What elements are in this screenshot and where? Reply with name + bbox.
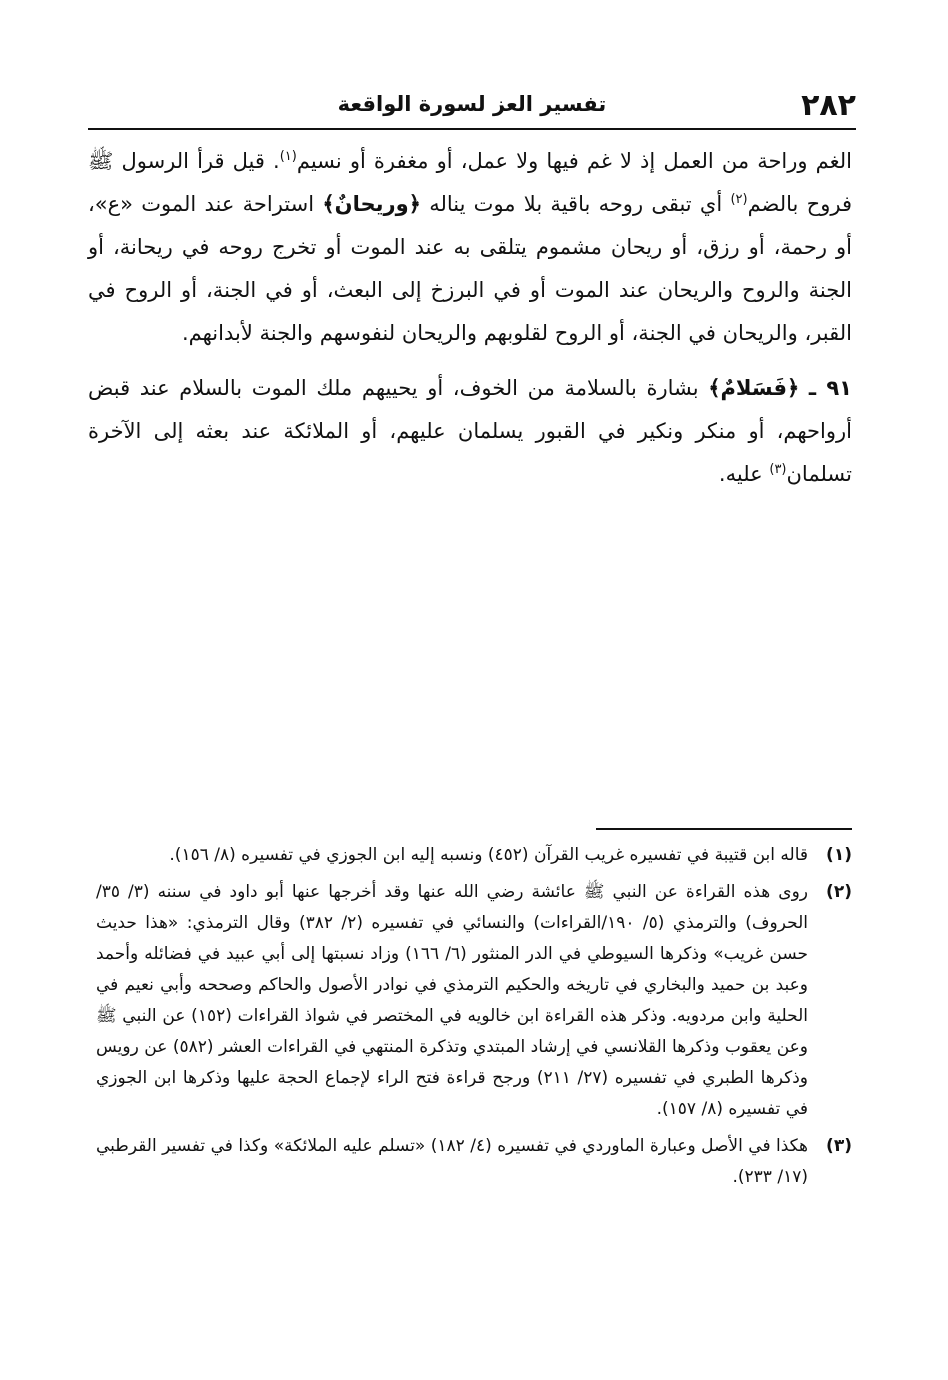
footnote-ref-3: (٣) — [769, 462, 787, 477]
footnote-rule — [596, 828, 852, 830]
footnote-text: هكذا في الأصل وعبارة الماوردي في تفسيره (٤/ ١٨٢) «تسلم عليه الملائكة» وكذا في تفسير القرطبي (١٧/ ٢٣٣). — [96, 1136, 809, 1187]
text-run: عليه. — [718, 462, 770, 486]
text-run: الغم وراحة من العمل إذ لا غم فيها ولا عمل، أو مغفرة أو نسيم — [296, 149, 852, 173]
running-title: تفسير العز لسورة الواقعة — [337, 92, 607, 116]
paragraph-verse-91 — [88, 367, 852, 496]
quran-quote: ﴿وريحانٌ﴾ — [322, 192, 421, 216]
page-header — [88, 86, 856, 126]
footnotes — [96, 840, 852, 1199]
main-text — [88, 140, 852, 508]
footnote-mark: (٣) — [826, 1136, 852, 1156]
footnote-ref-1: (١) — [279, 149, 297, 164]
text-run: بشارة بالسلامة من الخوف، أو يحييهم ملك الموت بالسلام عند قبض أرواحهم، أو منكر ونكير في القبور يسلمان عليهم، أو الملائكة عند بعثه إلى الآخرة تسلمان — [88, 376, 852, 486]
footnote-ref-2: (٢) — [730, 192, 748, 207]
footnote-3 — [96, 1131, 852, 1193]
footnote-2 — [96, 877, 852, 1125]
footnote-mark: (٢) — [826, 882, 852, 902]
footnote-mark: (١) — [826, 845, 852, 865]
footnote-1 — [96, 840, 852, 871]
page-number: ٢٨٢ — [801, 88, 856, 123]
text-run: أي تبقى روحه باقية بلا موت يناله — [420, 192, 731, 216]
verse-number: ٩١ ـ — [808, 376, 852, 400]
text-run: . قيل قرأ الرسول ﷺ فروح بالضم — [88, 149, 852, 216]
paragraph-1 — [88, 140, 852, 355]
footnote-text: قاله ابن قتيبة في تفسيره غريب القرآن (٤٥٢) ونسبه إليه ابن الجوزي في تفسيره (٨/ ١٥٦). — [169, 845, 808, 865]
header-rule — [88, 128, 856, 130]
text-run: استراحة عند الموت «ع»، أو رحمة، أو رزق، أو ريحان مشموم يتلقى به عند الموت أو تخرج روحه في ريحانة، أو الجنة والروح والريحان عند الموت أو في البرزخ إلى البعث، أو في الجنة، أو الروح في القبر، والريحان في الجنة، أو الروح لقلوبهم والريحان لنفوسهم والجنة لأبدانهم. — [88, 192, 852, 345]
footnote-text: روى هذه القراءة عن النبي ﷺ عائشة رضي الله عنها وقد أخرجها عنها أبو داود في سننه (٣/ ٣٥/الحروف) والترمذي (٥/ ١٩٠/القراءات) والنسائي في تفسيره (٢/ ٣٨٢) وقال الترمذي: «هذا حديث حسن غريب» وذكرها السيوطي في الدر المنثور (٦/ ١٦٦) وزاد نسبتها إلى أبي عبيد في فضائله وأحمد وعبد بن حميد والبخاري في تاريخه والحكيم الترمذي في نوادر الأصول والحاكم وصححه وأبي نعيم في الحلية وابن مردويه. وذكر هذه القراءة ابن خالويه في المختصر في شواذ القراءات (١٥٢) عن النبي ﷺ وعن يعقوب وذكرها القلانسي في إرشاد المبتدي وتذكرة المنتهي في القراءات العشر (٥٨٢) عن رويس وذكرها الطبري في تفسيره (٢٧/ ٢١١) ورجح قراءة فتح الراء لإجماع الحجة عليها وذكرها ابن الجوزي في تفسيره (٨/ ١٥٧). — [96, 882, 809, 1119]
quran-quote: ﴿فَسَلامٌ﴾ — [708, 376, 800, 400]
